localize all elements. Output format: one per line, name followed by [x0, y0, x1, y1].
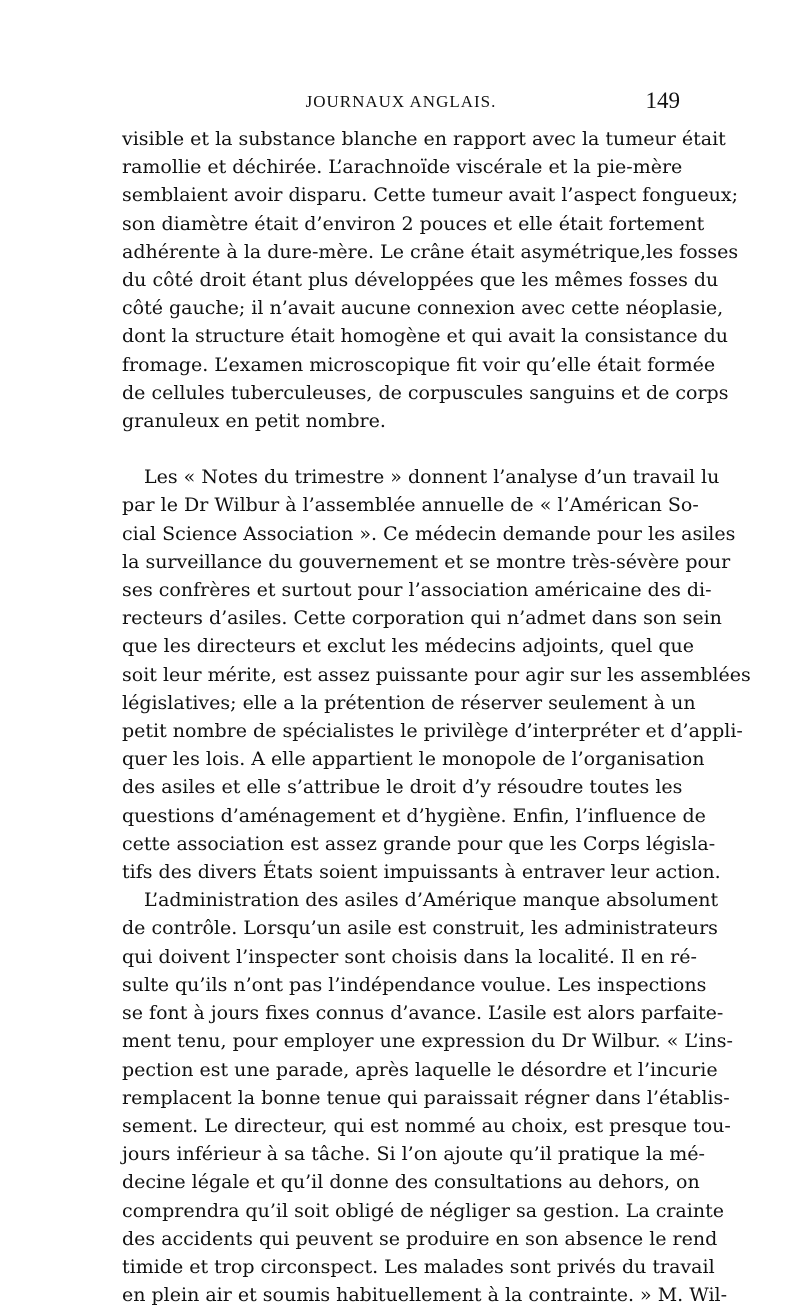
text-line: qui doivent l’inspecter sont choisis dans la localité. Il en ré- — [122, 945, 697, 968]
page-number: 149 — [645, 88, 680, 113]
text-line: ses confrères et surtout pour l’association américaine des di- — [122, 579, 712, 602]
running-head — [122, 88, 680, 120]
text-line: adhérente à la dure-mère. Le crâne était asymétrique,les fosses — [122, 240, 739, 263]
text-line: en plein air et soumis habituellement à la contrainte. » M. Wil- — [122, 1284, 728, 1307]
text-line: du côté droit étant plus développées que les mêmes fosses du — [122, 269, 719, 292]
text-line: sulte qu’ils n’ont pas l’indépendance voulue. Les inspections — [122, 973, 707, 996]
text-line: de cellules tuberculeuses, de corpuscules sanguins et de corps — [122, 381, 729, 404]
text-line: tifs des divers États soient impuissants à entraver leur action. — [122, 861, 721, 884]
text-line: petit nombre de spécialistes le privilège d’interpréter et d’appli- — [122, 720, 743, 743]
body-text — [122, 125, 751, 1309]
text-line: pection est une parade, après laquelle le désordre et l’incurie — [122, 1058, 718, 1081]
text-line: côté gauche; il n’avait aucune connexion avec cette néoplasie, — [122, 297, 724, 320]
text-line: granuleux en petit nombre. — [122, 410, 386, 433]
paragraph-gap — [122, 435, 680, 463]
text-line: L’administration des asiles d’Amérique manque absolument — [144, 889, 719, 912]
text-line: des asiles et elle s’attribue le droit d’y résoudre toutes les — [122, 776, 683, 799]
text-line: ramollie et déchirée. L’arachnoïde viscérale et la pie-mère — [122, 156, 683, 179]
text-line: la surveillance du gouvernement et se montre très-sévère pour — [122, 550, 731, 573]
text-line: sement. Le directeur, qui est nommé au choix, est presque tou- — [122, 1114, 731, 1137]
text-line: questions d’aménagement et d’hygiène. Enfin, l’influence de — [122, 804, 706, 827]
text-line: Les « Notes du trimestre » donnent l’analyse d’un travail lu — [144, 466, 720, 489]
text-line: ment tenu, pour employer une expression du Dr Wilbur. « L’ins- — [122, 1030, 733, 1053]
text-line: se font à jours fixes connus d’avance. L’asile est alors parfaite- — [122, 1002, 724, 1025]
paragraph-3 — [122, 886, 733, 1309]
text-line: semblaient avoir disparu. Cette tumeur avait l’aspect fongueux; — [122, 184, 738, 207]
text-line: comprendra qu’il soit obligé de négliger sa gestion. La crainte — [122, 1199, 724, 1222]
text-line: de contrôle. Lorsqu’un asile est construit, les administrateurs — [122, 917, 718, 940]
text-line: par le Dr Wilbur à l’assemblée annuelle de « l’Américan So- — [122, 494, 699, 517]
text-line: des accidents qui peuvent se produire en son absence le rend — [122, 1227, 718, 1250]
paragraph-1 — [122, 125, 739, 435]
text-line: son diamètre était d’environ 2 pouces et elle était fortement — [122, 212, 705, 235]
text-line: remplacent la bonne tenue qui paraissait régner dans l’établis- — [122, 1086, 730, 1109]
text-line: que les directeurs et exclut les médecins adjoints, quel que — [122, 635, 695, 658]
paragraph-2 — [122, 463, 751, 886]
text-line: decine légale et qu’il donne des consultations au dehors, on — [122, 1171, 700, 1194]
running-title: JOURNAUX ANGLAIS. — [305, 92, 497, 111]
text-line: dont la structure était homogène et qui avait la consistance du — [122, 325, 728, 348]
text-line: fromage. L’examen microscopique fit voir qu’elle était formée — [122, 353, 716, 376]
text-line: recteurs d’asiles. Cette corporation qui n’admet dans son sein — [122, 607, 722, 630]
text-line: visible et la substance blanche en rapport avec la tumeur était — [122, 128, 726, 150]
text-line: soit leur mérite, est assez puissante pour agir sur les assemblées — [122, 663, 751, 686]
text-line: quer les lois. A elle appartient le monopole de l’organisation — [122, 748, 705, 771]
text-line: timide et trop circonspect. Les malades sont privés du travail — [122, 1255, 715, 1278]
text-line: cette association est assez grande pour que les Corps législa- — [122, 832, 716, 855]
text-line: jours inférieur à sa tâche. Si l’on ajoute qu’il pratique la mé- — [122, 1143, 705, 1166]
text-line: cial Science Association ». Ce médecin demande pour les asiles — [122, 522, 736, 545]
text-line: législatives; elle a la prétention de réserver seulement à un — [122, 691, 696, 714]
